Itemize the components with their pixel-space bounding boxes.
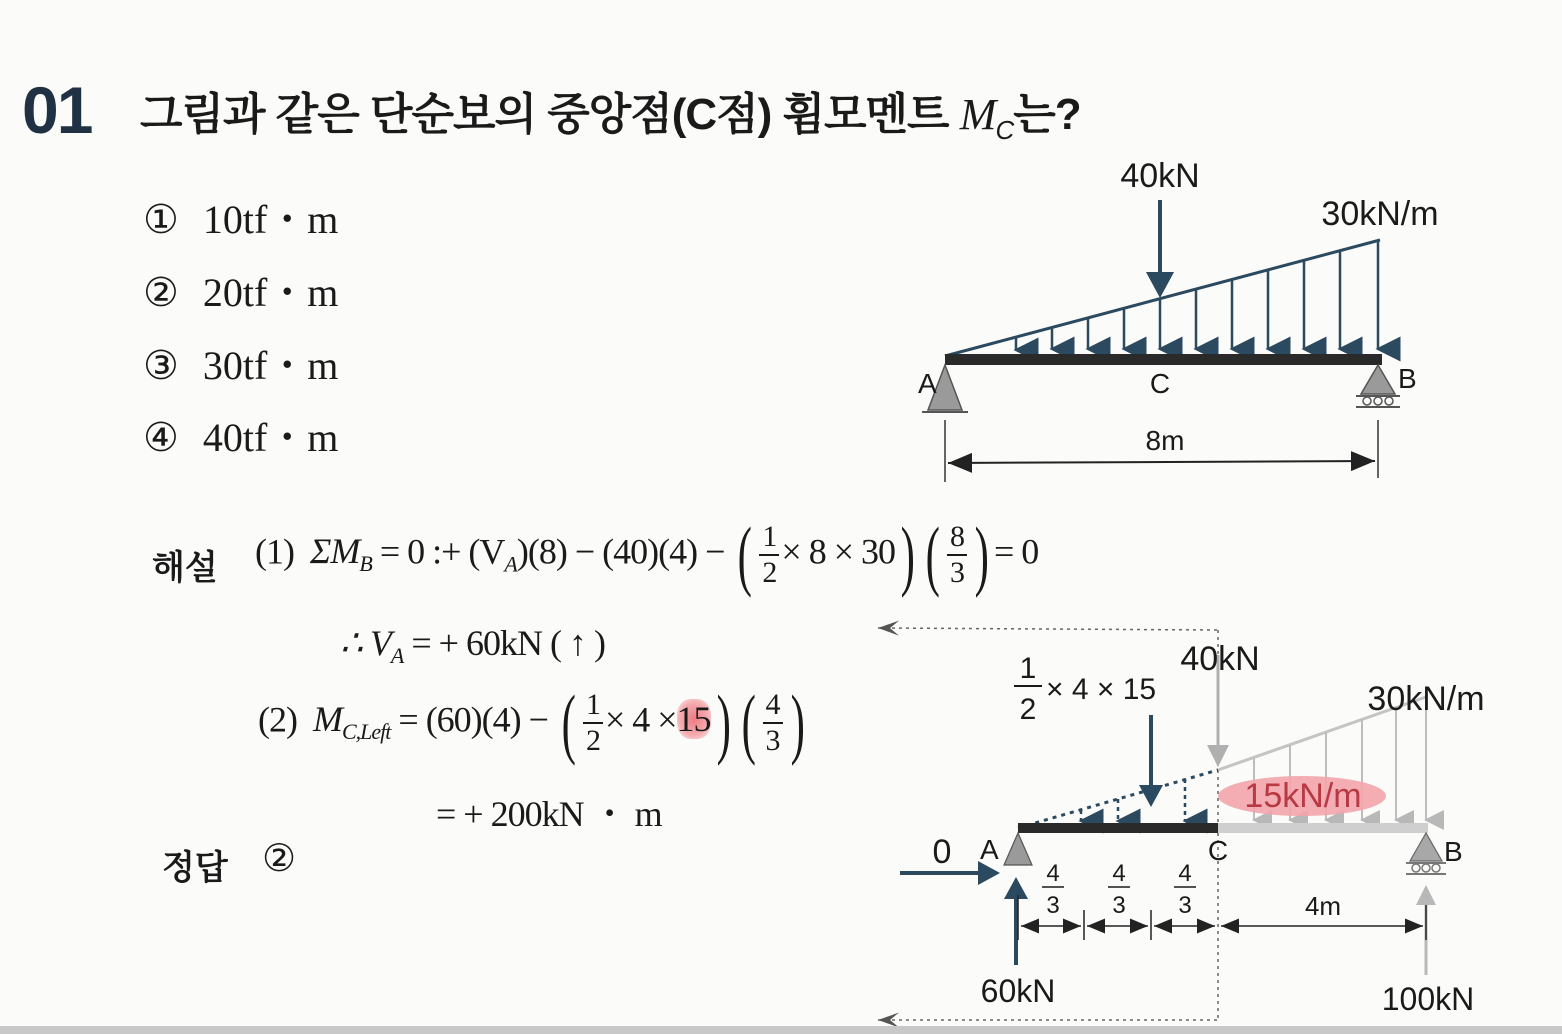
moment-c-left: M [312, 699, 342, 740]
step-1-times: × 8 × 30 [781, 531, 895, 572]
reaction-b-label: 100kN [1381, 981, 1475, 1017]
load-outline [945, 240, 1380, 356]
solution-step-2-result: = + 200kN ・ m [436, 794, 662, 834]
step-1-fraction-half: $\frac{1}{2}$ [759, 522, 779, 588]
reaction-a-label: 60kN [980, 973, 1056, 1009]
step-1-mid: = 0 :+ (V [379, 531, 505, 572]
step-2-fraction-four-thirds: $\frac{4}{3}$ [763, 690, 783, 756]
faded-beam-right [1218, 823, 1428, 833]
step-1-mid-sub: A [504, 551, 517, 577]
dim-frac-num: 4 [1046, 860, 1060, 887]
dim-frac-den: 3 [1178, 892, 1192, 919]
pin-support-a [1004, 833, 1032, 865]
dim-frac-den: 3 [1046, 892, 1060, 919]
choice-text: 40tf・m [202, 415, 339, 460]
section-boundary-top [878, 628, 1218, 630]
left-load-arrows [1081, 779, 1185, 821]
beam-diagram-2 [870, 615, 1562, 1027]
point-load-label: 40kN [1180, 640, 1260, 678]
resultant-frac-num: 1 [1019, 652, 1037, 685]
label-c: C [1149, 368, 1171, 399]
solution-label: 해설 [152, 549, 218, 587]
dim-frac-num: 4 [1112, 860, 1126, 887]
label-c: C [1207, 835, 1229, 866]
label-a: A [980, 834, 999, 865]
step-2-fraction-half: $\frac{1}{2}$ [583, 690, 603, 756]
choice-2[interactable] [143, 261, 338, 318]
choice-3[interactable] [143, 334, 338, 391]
dim-frac-den: 3 [1112, 892, 1126, 919]
roller-support-b [1361, 365, 1395, 394]
question-title [140, 78, 1081, 146]
step-1-rest: )(8) − (40)(4) − [516, 531, 725, 572]
choice-mark: ① [143, 197, 179, 242]
resultant-label-rest: × 4 × 15 [1046, 673, 1157, 706]
dim-frac-num: 4 [1178, 860, 1192, 887]
horizontal-reaction-label: 0 [932, 833, 952, 871]
question-number: 01 [22, 73, 92, 147]
mid-intensity-label: 15kN/m [1244, 777, 1362, 815]
step-1-number: (1) [255, 531, 294, 572]
choice-mark: ② [143, 270, 179, 315]
dist-load-label: 30kN/m [1367, 680, 1485, 718]
beam [945, 354, 1382, 365]
moment-symbol: M [959, 90, 996, 139]
step-1-end: = 0 [993, 531, 1039, 572]
solution-step-1-result [340, 622, 605, 669]
therefore-va-sub: A [390, 643, 404, 669]
point-load-label: 40kN [1120, 157, 1200, 195]
choice-text: 30tf・m [202, 343, 339, 388]
choice-1[interactable] [143, 188, 338, 245]
resultant-frac-den: 2 [1019, 693, 1037, 726]
answer-label: 정답 [162, 849, 228, 887]
moment-c-left-sub: C,Left [341, 719, 391, 745]
step-1-fraction-eight-thirds: $\frac{8}{3}$ [947, 522, 967, 588]
step-2-times: × 4 × [604, 699, 677, 740]
roller-support-b [1410, 833, 1442, 861]
dimension-lines [1018, 895, 1426, 940]
choice-mark: ④ [143, 415, 179, 460]
label-b: B [1398, 363, 1417, 394]
sum-moment: ΣM [309, 531, 360, 572]
choice-text: 10tf・m [202, 197, 339, 242]
therefore-va: ∴ V [340, 623, 391, 663]
solution-step-1: (1) $\Sigma M_B = 0$ :+ $(V_A)(8) - (40)(4)$ − ( $\frac{1}{2}$ × 8 × 30) ( $\frac{8}{3}$ ) = 0 [255, 511, 1039, 598]
page-bottom-edge [0, 1026, 1562, 1034]
sum-moment-sub: B [359, 551, 372, 577]
question-text: 그림과 같은 단순보의 중앙점(C점) 휨모멘트 [140, 90, 949, 139]
answer-value: ② [262, 838, 297, 880]
solution-step-2: (2) $M_{C,Left} = (60)(4)$ − ( $\frac{1}{2}$ × 4 ×15) ( $\frac{4}{3}$ ) [258, 679, 804, 766]
step-2-number: (2) [258, 699, 297, 740]
half-span-label: 4m [1304, 891, 1342, 921]
choice-text: 20tf・m [202, 270, 339, 315]
span-dimension [948, 461, 1375, 463]
label-b: B [1444, 836, 1463, 867]
beam-left-half [1018, 823, 1218, 833]
span-label: 8m [1145, 425, 1185, 456]
moment-subscript: C [995, 114, 1014, 145]
label-a: A [918, 368, 937, 399]
dist-load-label: 30kN/m [1321, 195, 1439, 233]
va-value: = + 60kN ( ↑ ) [403, 623, 605, 663]
beam-diagram-1 [890, 150, 1490, 495]
highlighted-intensity: 15 [676, 699, 711, 740]
step-2-mid: = (60)(4) − [398, 699, 548, 740]
choice-4[interactable] [143, 406, 338, 463]
question-suffix: 는? [1013, 90, 1081, 139]
choice-mark: ③ [143, 343, 179, 388]
